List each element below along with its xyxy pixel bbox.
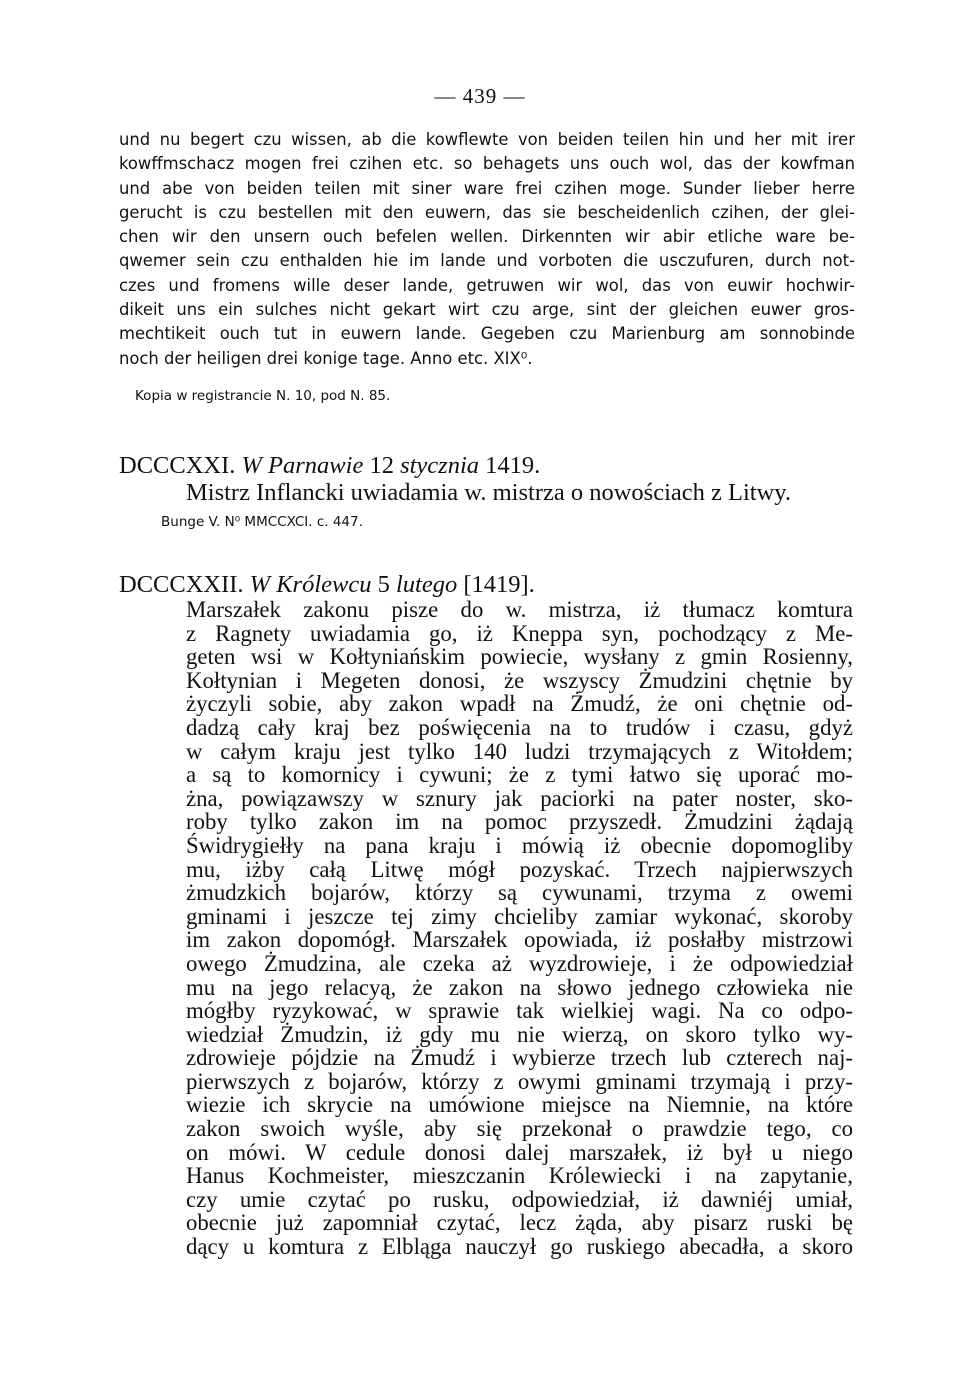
entry-822-heading (119, 571, 535, 599)
body-line: mógłby ryzykować, w sprawie tak wielkiej wagi. Na co odpo- (186, 998, 853, 1024)
letter-line: und abe von beiden teilen mit siner ware frei czihen moge. Sunder lieber herre (119, 178, 855, 198)
body-line: Świdrygiełły na pana kraju i mówią iż obecnie dopomogliby (186, 832, 853, 858)
body-line: Kołtynian i Megeten donosi, że wszyscy Żmudzini chętnie by (186, 667, 853, 693)
letter-line: mechtikeit ouch tut in euwern lande. Gegeben czu Marienburg am sonnobinde (119, 324, 855, 344)
entry-822-month: lutego (395, 571, 458, 598)
body-line: gminami i jeszcze tej zimy chcieliby zamiar wykonać, skoroby (186, 903, 853, 929)
entry-821-year: 1419. (485, 452, 541, 479)
entry-821-number: DCCCXXI. (119, 452, 236, 479)
letter-line: dikeit uns ein sulches nicht gekart wirt czu arge, sint der gleichen euwer gros- (119, 300, 855, 320)
entry-821-heading (119, 452, 540, 480)
body-line: zdrowieje pójdzie na Żmudź i wybierze trzech lub czterech naj- (186, 1045, 853, 1071)
letter-line: kowffmschacz mogen frei czihen etc. so behagets uns ouch wol, das der kowfman (119, 154, 855, 174)
entry-822-day: 5 (377, 571, 390, 598)
body-line: z Ragnety uwiadamia go, iż Kneppa syn, pochodzący z Me- (186, 620, 853, 646)
body-line: im zakon dopomógł. Marszałek opowiada, iż posłałby mistrzowi (186, 927, 853, 953)
entry-822-place: W Królewcu (249, 571, 372, 598)
body-line: on mówi. W cedule donosi dalej marszałek, iż był u niego (186, 1139, 853, 1165)
entry-822-body (186, 598, 853, 1259)
body-line: zakon swoich wyśle, aby się przekonał o prawdzie tego, co (186, 1116, 853, 1142)
body-line: dący u komtura z Elbląga nauczył go ruskiego abecadła, a skoro (186, 1234, 853, 1260)
body-line: wiedział Żmudzin, iż gdy mu nie wierzą, on skoro tylko wy- (186, 1021, 853, 1047)
letter-source-note: Kopia w registrancie N. 10, pod N. 85. (135, 388, 391, 404)
body-line: roby tylko zakon im na pomoc przyszedł. Żmudzini żądają (186, 809, 853, 835)
body-line: mu, iżby całą Litwę mógł pozyskać. Trzech najpierwszych (186, 856, 853, 882)
letter-text (119, 128, 855, 371)
body-line: dadzą cały kraj bez poświęcenia na to trudów i czasu, gdyż (186, 714, 853, 740)
entry-821-summary: Mistrz Inflancki uwiadamia w. mistrza o nowościach z Litwy. (186, 479, 792, 506)
body-line: obecnie już zapomniał czytać, lecz żąda, aby pisarz ruski bę (186, 1210, 853, 1236)
body-line: Hanus Kochmeister, mieszczanin Królewiecki i na zapytanie, (186, 1163, 853, 1189)
letter-line: chen wir den unsern ouch befelen wellen. Dirkennten wir abir etliche ware be- (119, 227, 855, 247)
letter-line: und nu begert czu wissen, ab die kowflewte von beiden teilen hin und her mit irer (119, 130, 855, 149)
body-line: mu na jego relacyą, że zakon na słowo jednego człowieka nie (186, 974, 853, 1000)
entry-821-reference: Bunge V. N⁰ MMCCXCI. c. 447. (161, 514, 363, 530)
body-line: życzyli sobie, aby zakon wpadł na Żmudź, że oni chętnie od- (186, 691, 853, 717)
body-line: Marszałek zakonu pisze do w. mistrza, iż tłumacz komtura (186, 597, 853, 622)
body-line: a są to komornicy i cywuni; że z tymi łatwo się uporać mo- (186, 762, 853, 788)
entry-821-day: 12 (369, 452, 394, 479)
body-line: geten wsi w Kołtyniańskim powiecie, wysłany z gmin Rosienny, (186, 644, 853, 670)
entry-821-month: stycznia (400, 452, 480, 479)
body-line: czy umie czytać po rusku, odpowiedział, iż dawniéj umiał, (186, 1186, 853, 1212)
letter-line: noch der heiligen drei konige tage. Anno etc. XIX⁰. (119, 348, 533, 368)
entry-822-year: [1419]. (463, 571, 535, 598)
body-line: pierwszych z bojarów, którzy z owymi gminami trzymają i przy- (186, 1068, 853, 1094)
entry-821-place: W Parnawie (241, 452, 364, 479)
letter-line: czes und fromens wille deser lande, getruwen wir wol, das von euwir hochwir- (119, 275, 855, 295)
body-line: owego Żmudzina, ale czeka aż wyzdrowieje, i że odpowiedział (186, 950, 853, 976)
letter-line: qwemer sein czu enthalden hie im lande und vorboten die usczufuren, durch not- (119, 251, 855, 271)
page-number: — 439 — (434, 84, 526, 108)
entry-822-number: DCCCXXII. (119, 571, 244, 598)
letter-line: gerucht is czu bestellen mit den euwern, das sie bescheidenlich czihen, der glei- (119, 202, 855, 222)
body-line: żmudzkich bojarów, którzy są cywunami, trzyma z owemi (186, 880, 853, 906)
body-line: wiezie ich skrycie na umówione miejsce na Niemnie, na które (186, 1092, 853, 1118)
body-line: żna, powiązawszy w sznury jak paciorki na pater noster, sko- (186, 785, 853, 811)
body-line: w całym kraju jest tylko 140 ludzi trzymających z Witołdem; (186, 738, 853, 764)
